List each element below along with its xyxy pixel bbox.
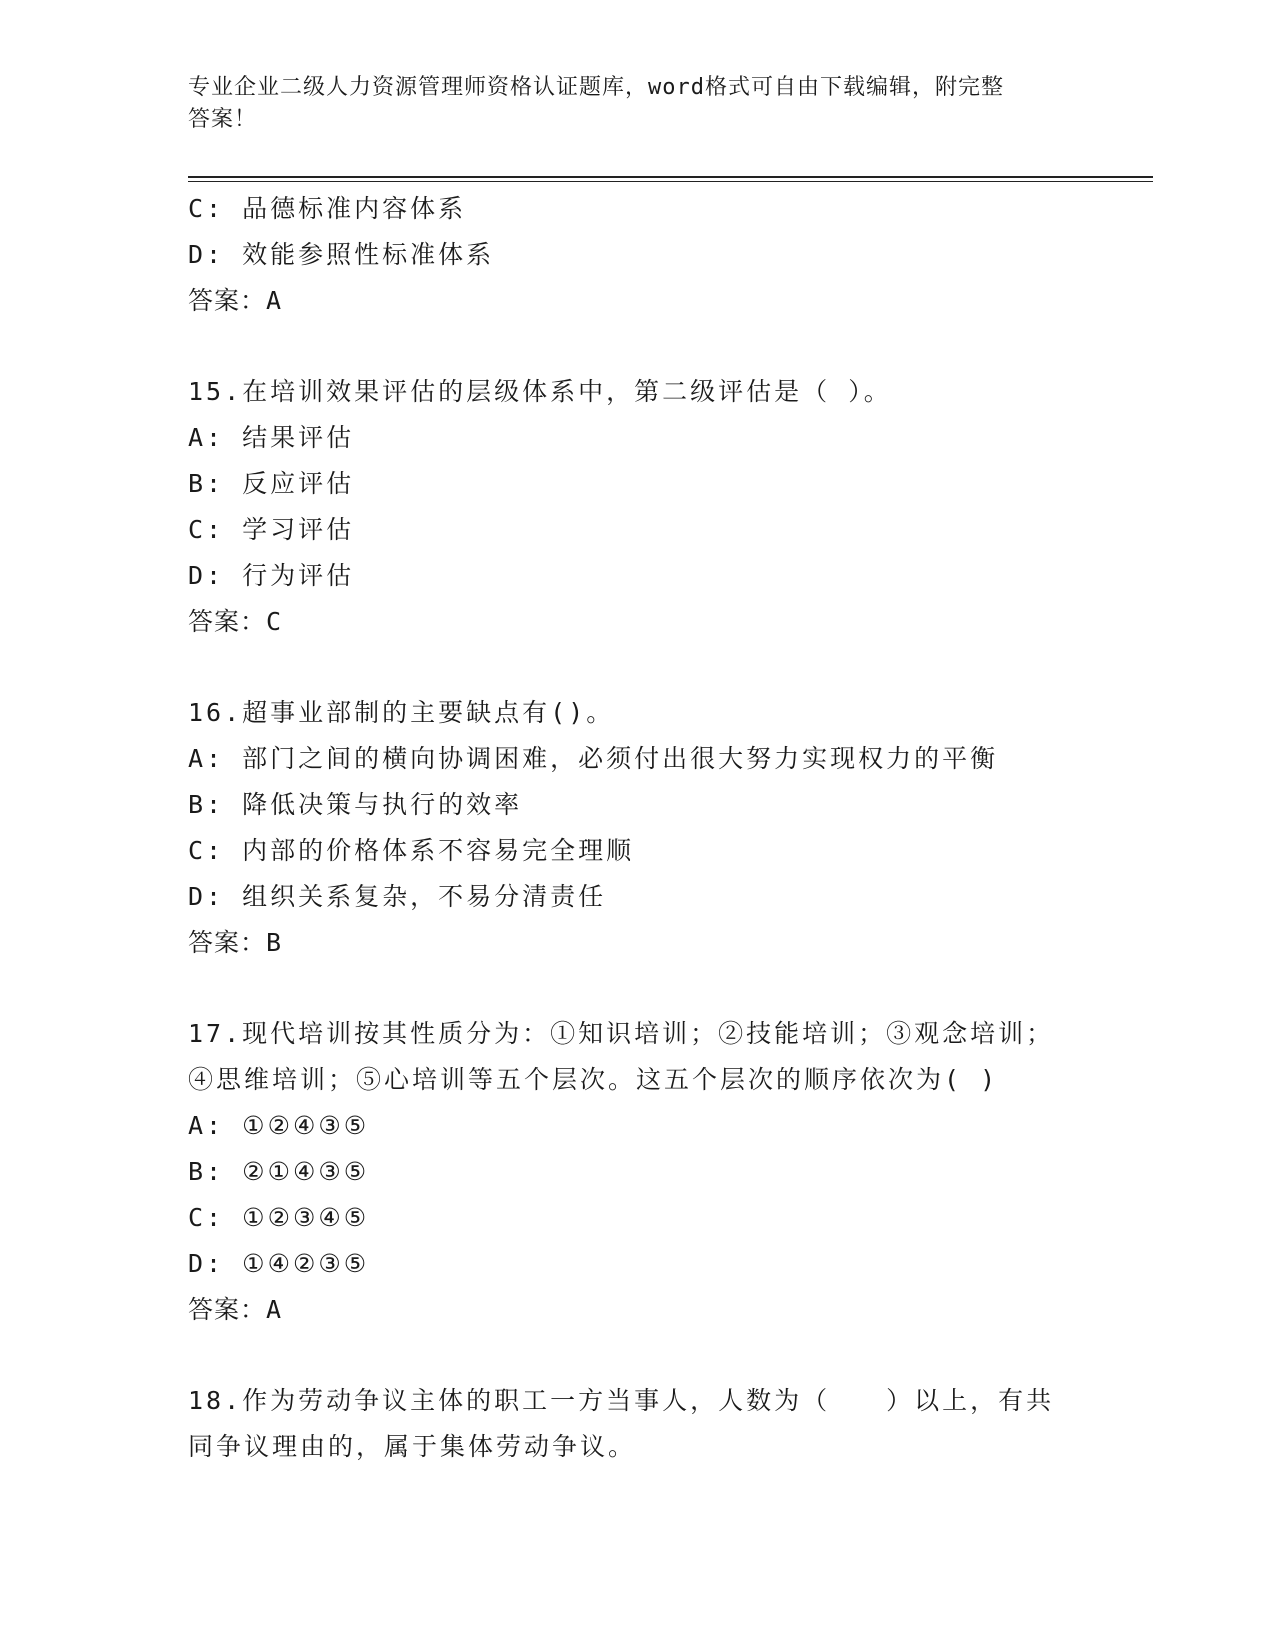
- option-d: D: ①④②③⑤: [188, 1249, 370, 1278]
- option-c: C: 学习评估: [188, 515, 355, 544]
- document-header: [188, 72, 1088, 136]
- answer-line: 答案：A: [188, 1295, 283, 1324]
- option-d: D: 行为评估: [188, 561, 355, 590]
- spacer: [188, 645, 1088, 690]
- question-18: [188, 1378, 1088, 1470]
- answer-line: 答案：C: [188, 607, 283, 636]
- option-d: D: 效能参照性标准体系: [188, 240, 495, 269]
- question-stem: 15.在培训效果评估的层级体系中，第二级评估是（ ）。: [188, 377, 892, 406]
- header-title-line1: 专业企业二级人力资源管理师资格认证题库，word格式可自由下载编辑，附完整: [188, 75, 1004, 100]
- option-b: B: 反应评估: [188, 469, 355, 498]
- option-a: A: ①②④③⑤: [188, 1111, 370, 1140]
- option-c: C: 品德标准内容体系: [188, 194, 467, 223]
- option-c: C: ①②③④⑤: [188, 1203, 370, 1232]
- spacer: [188, 324, 1088, 369]
- question-17: [188, 1011, 1088, 1333]
- header-divider-thick: [188, 176, 1153, 178]
- question-16: [188, 690, 1088, 966]
- option-d: D: 组织关系复杂，不易分清责任: [188, 882, 607, 911]
- question-stem-line2: 同争议理由的，属于集体劳动争议。: [188, 1432, 637, 1461]
- header-title-line2: 答案！: [188, 107, 258, 132]
- question-15: [188, 369, 1088, 645]
- option-b: B: 降低决策与执行的效率: [188, 790, 523, 819]
- option-a: A: 部门之间的横向协调困难，必须付出很大努力实现权力的平衡: [188, 744, 999, 773]
- question-stem-line1: 17.现代培训按其性质分为：①知识培训；②技能培训；③观念培训；: [188, 1019, 1055, 1048]
- answer-line: 答案：A: [188, 286, 283, 315]
- question-stem-line2: ④思维培训；⑤心培训等五个层次。这五个层次的顺序依次为( ): [188, 1065, 999, 1094]
- question-stem-line1: 18.作为劳动争议主体的职工一方当事人，人数为（ ）以上，有共: [188, 1386, 1055, 1415]
- option-b: B: ②①④③⑤: [188, 1157, 370, 1186]
- answer-line: 答案：B: [188, 928, 283, 957]
- question-list: [188, 186, 1088, 1470]
- question-stem: 16.超事业部制的主要缺点有()。: [188, 698, 615, 727]
- option-a: A: 结果评估: [188, 423, 355, 452]
- question-14: [188, 186, 1088, 324]
- header-divider-thin: [188, 181, 1153, 182]
- spacer: [188, 966, 1088, 1011]
- spacer: [188, 1333, 1088, 1378]
- option-c: C: 内部的价格体系不容易完全理顺: [188, 836, 635, 865]
